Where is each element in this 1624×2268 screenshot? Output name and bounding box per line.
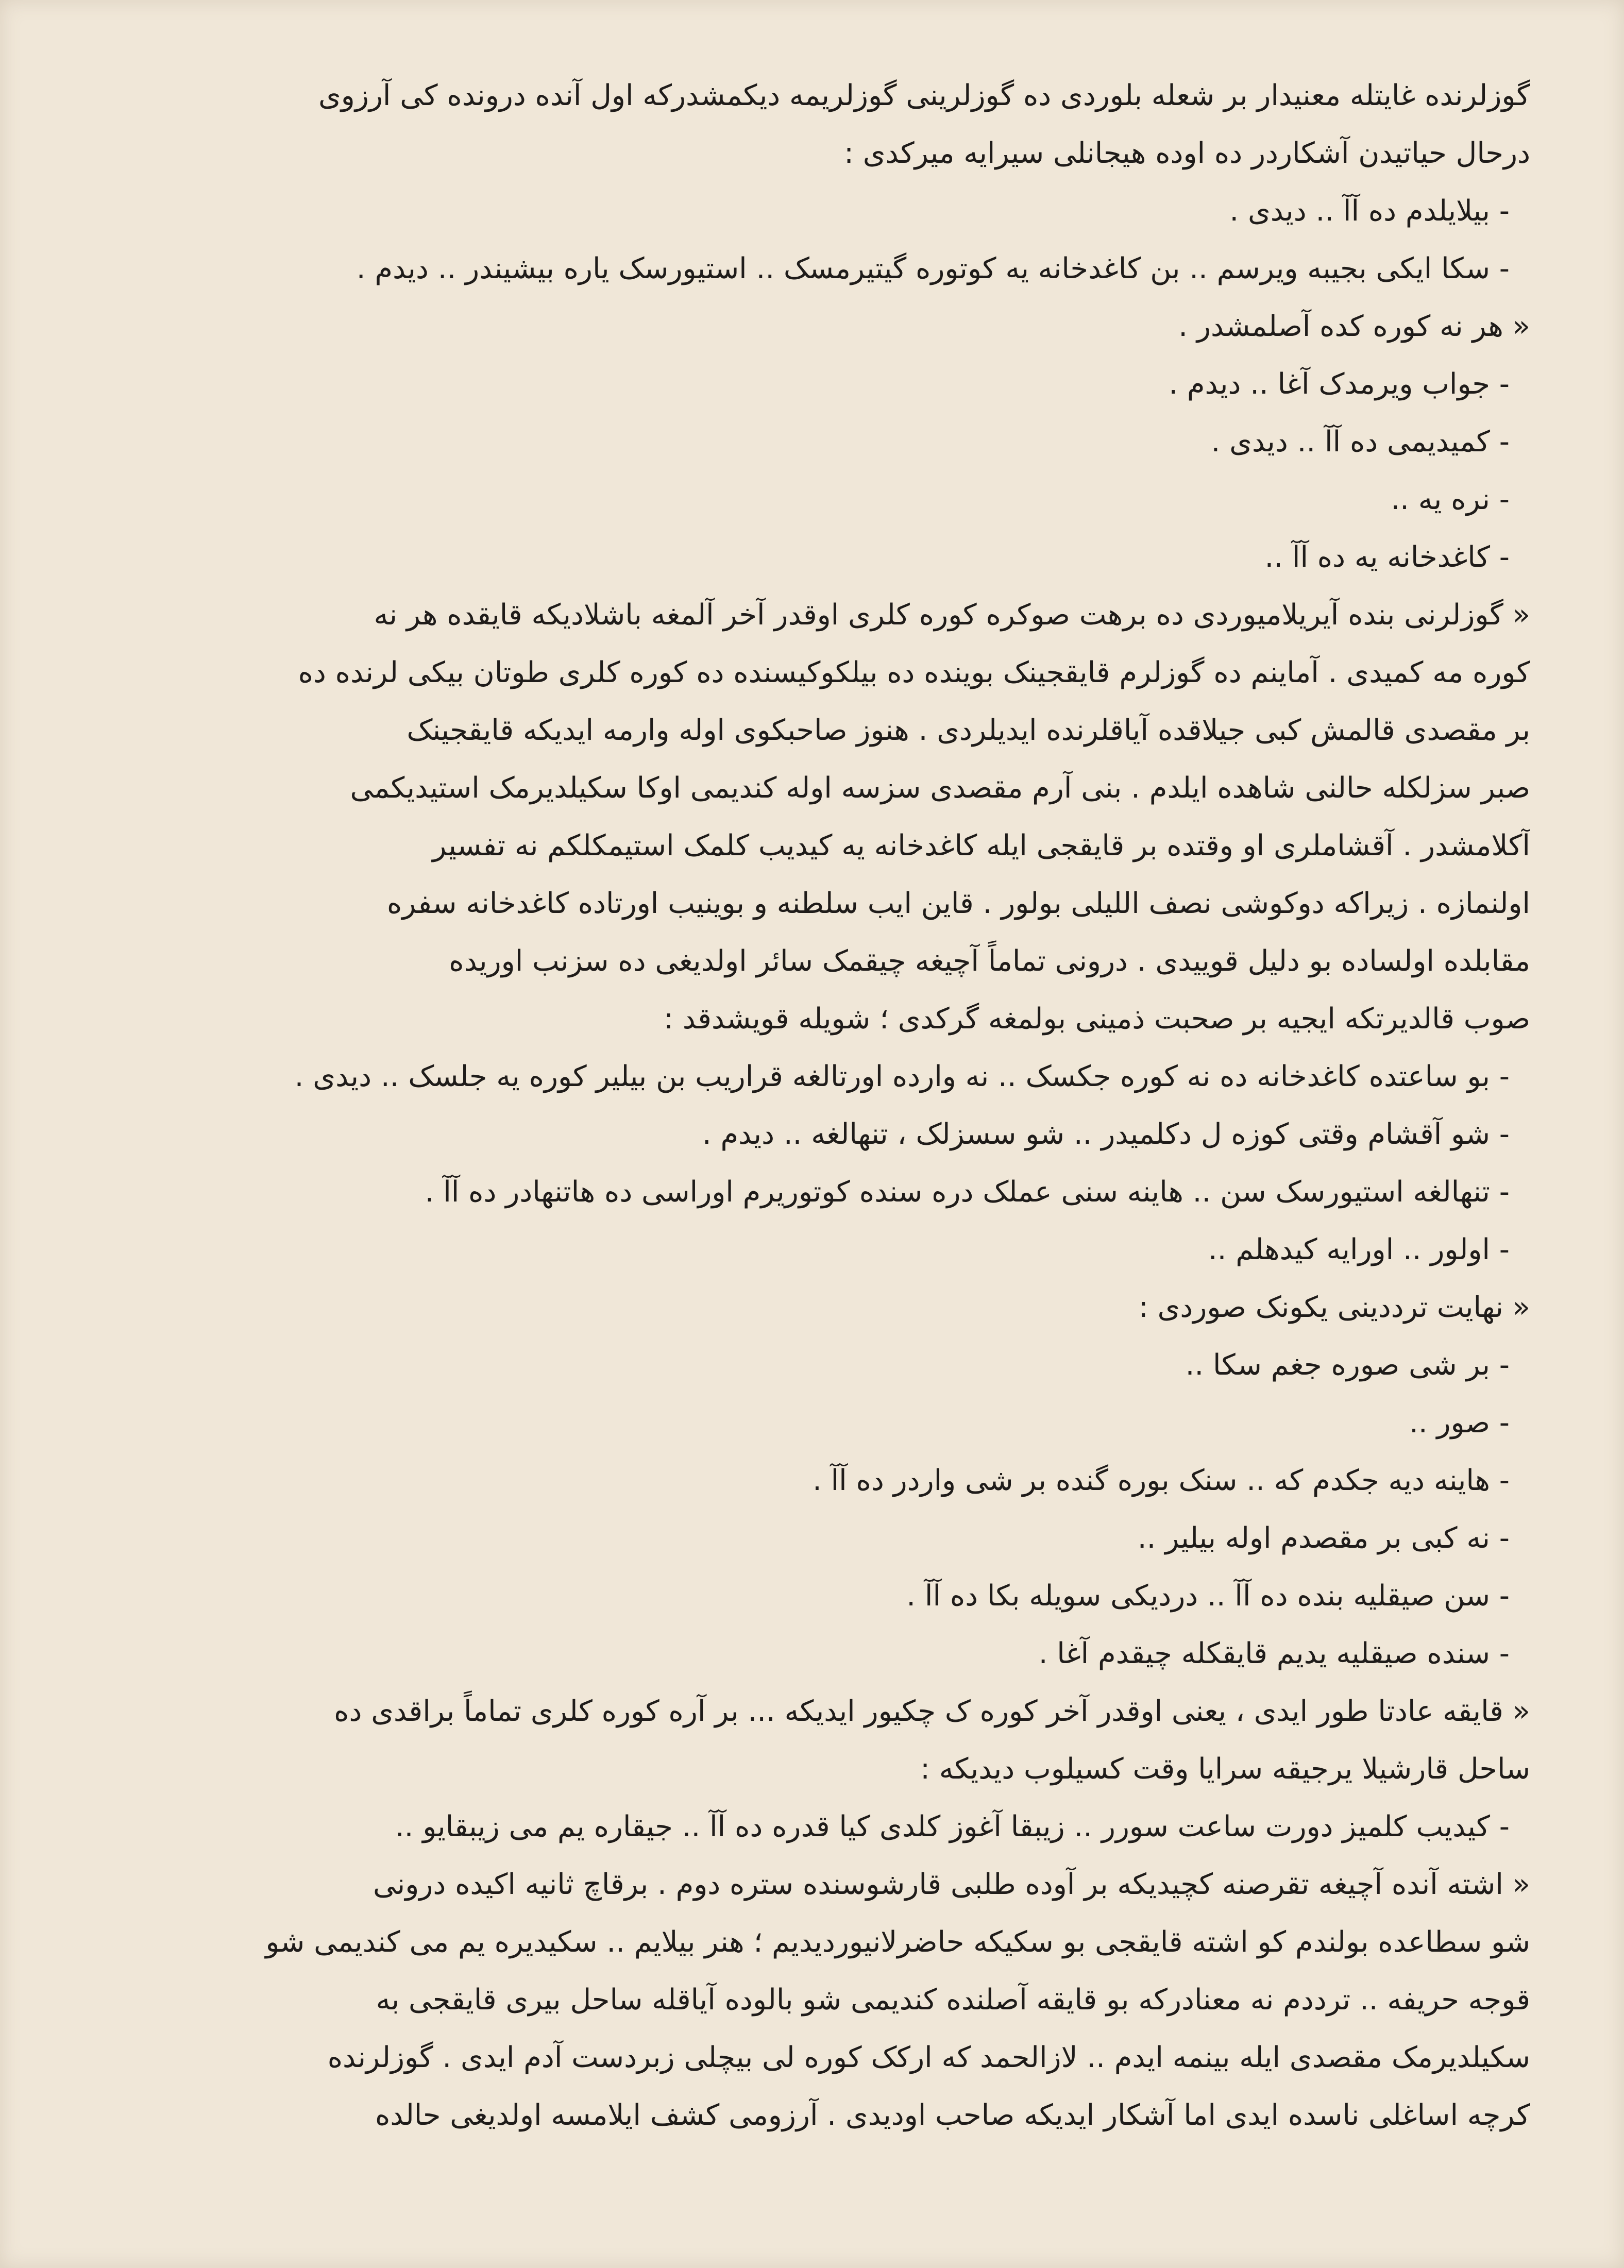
text-line: ساحل قارشیلا یرجیقه سرایا وقت کسیلوب دیدیکه : bbox=[920, 1752, 1530, 1786]
dialogue-line: - سنده صیقلیه یدیم قایقکله چیقدم آغا . bbox=[1038, 1637, 1510, 1670]
text-line: بر مقصدی قالمش کبی جیلاقده آیاقلرنده ایدیلردی . هنوز صاحبکوی اوله وارمه ایدیکه قایقجینک bbox=[407, 714, 1530, 747]
dialogue-line: - هاینه دیه جکدم که .. سنک بوره گنده بر شی واردر ده آآ . bbox=[813, 1464, 1510, 1497]
text-line: « نهایت ترددینی یکونک صوردی : bbox=[1138, 1291, 1530, 1324]
text-line: قوجه حریفه .. ترددم نه معنادرکه بو قایقه آصلنده کندیمی شو بالوده آیاقله ساحل بیری قایقجی به bbox=[376, 1983, 1530, 2017]
dialogue-line: - شو آقشام وقتی کوزه ل دکلمیدر .. شو سسزلک ، تنهالغه .. دیدم . bbox=[702, 1118, 1510, 1151]
dialogue-line: - نه کبی بر مقصدم اوله بیلیر .. bbox=[1137, 1521, 1510, 1555]
dialogue-line: - بیلایلدم ده آآ .. دیدی . bbox=[1229, 194, 1510, 228]
text-line: « قایقه عادتا طور ایدی ، یعنی اوقدر آخر کوره ک چکیور ایدیکه ... بر آره کوره کلری تماماً براقدی ده bbox=[334, 1695, 1530, 1728]
text-line: درحال حیاتیدن آشکاردر ده اوده هیجانلی سیرایه میرکدی : bbox=[844, 137, 1530, 170]
text-line: آکلامشدر . آقشاملری او وقتده بر قایقجی ایله کاغدخانه یه کیدیب کلمک استیمکلکم نه تفسیر bbox=[432, 829, 1530, 862]
text-line: شو سطاعده بولندم کو اشته قایقجی بو سکیکه حاضرلانیوردیدیم ؛ هنر بیلایم .. سکیدیره یم می کندیمی شو bbox=[265, 1925, 1530, 1959]
dialogue-line: - جواب ویرمدک آغا .. دیدم . bbox=[1169, 367, 1510, 401]
text-line: « هر نه کوره کده آصلمشدر . bbox=[1178, 310, 1530, 343]
dialogue-line: - کیدیب کلمیز دورت ساعت سورر .. زیبقا آغوز کلدی کیا قدره ده آآ .. جیقاره یم می زیبقایو .. bbox=[395, 1810, 1510, 1843]
dialogue-line: - کاغدخانه یه ده آآ .. bbox=[1264, 540, 1510, 574]
dialogue-line: - کمیدیمی ده آآ .. دیدی . bbox=[1211, 425, 1510, 459]
dialogue-line: - صور .. bbox=[1409, 1406, 1510, 1440]
dialogue-line: - بر شی صوره جغم سکا .. bbox=[1185, 1348, 1510, 1382]
text-line: اولنمازه . زیراکه دوکوشی نصف اللیلی بولور . قاین ایب سلطنه و بوینیب اورتاده کاغدخانه سفره bbox=[386, 887, 1530, 920]
text-line: گوزلرنده غایتله معنیدار بر شعله بلوردی ده گوزلرینی گوزلریمه دیکمشدرکه اول آنده درونده کی آرزوی bbox=[318, 79, 1530, 112]
dialogue-line: - اولور .. اورایه کیدهلم .. bbox=[1208, 1233, 1510, 1266]
text-line: « گوزلرنی بنده آیریلامیوردی ده برهت صوکره کوره کلری اوقدر آخر آلمغه باشلادیکه قایقده هر نه bbox=[374, 598, 1530, 632]
handwritten-text-block bbox=[77, 67, 1530, 2144]
text-line: صبر سزلکله حالنی شاهده ایلدم . بنی آرم مقصدی سزسه اوله کندیمی اوکا سکیلدیرمک استیدیکمی bbox=[350, 771, 1530, 805]
dialogue-line: - تنهالغه استیورسک سن .. هاینه سنی عملک دره سنده کوتوریرم اوراسی ده هاتنهادر ده آآ . bbox=[425, 1175, 1510, 1209]
dialogue-line: - بو ساعتده کاغدخانه ده نه کوره جکسک .. نه وارده اورتالغه قراریب بن بیلیر کوره یه جلسک .. دیدی . bbox=[294, 1060, 1510, 1093]
text-line: « اشته آنده آچیغه تقرصنه کچیدیکه بر آوده طلبی قارشوسنده ستره دوم . برقاچ ثانیه اکیده درونی bbox=[373, 1868, 1530, 1901]
dialogue-line: - سکا ایکی بجیبه ویرسم .. بن کاغدخانه یه کوتوره گیتیرمسک .. استیورسک یاره بیشیندر .. دیدم . bbox=[356, 252, 1510, 285]
dialogue-line: - نره یه .. bbox=[1391, 483, 1510, 516]
dialogue-line: - سن صیقلیه بنده ده آآ .. دردیکی سویله بکا ده آآ . bbox=[906, 1579, 1510, 1613]
text-line: کرچه اساغلی ناسده ایدی اما آشکار ایدیکه صاحب اودیدی . آرزومی کشف ایلامسه اولدیغی حالده bbox=[375, 2098, 1530, 2132]
text-line: مقابلده اولساده بو دلیل قوییدی . درونی تماماً آچیغه چیقمک سائر اولدیغی ده سزنب اوریده bbox=[449, 944, 1530, 978]
text-line: سکیلدیرمک مقصدی ایله بینمه ایدم .. لازالحمد که ارکک کوره لی بیچلی زبردست آدم ایدی . گوزلرنده bbox=[327, 2041, 1530, 2074]
text-line: کوره مه کمیدی . آماینم ده گوزلرم قایقجینک بوینده ده بیلکوکیسنده ده کوره کلری طوتان بیکی لرنده ده bbox=[298, 656, 1530, 689]
text-line: صوب قالدیرتکه ایجیه بر صحبت ذمینی بولمغه گرکدی ؛ شویله قویشدقد : bbox=[664, 1002, 1530, 1036]
